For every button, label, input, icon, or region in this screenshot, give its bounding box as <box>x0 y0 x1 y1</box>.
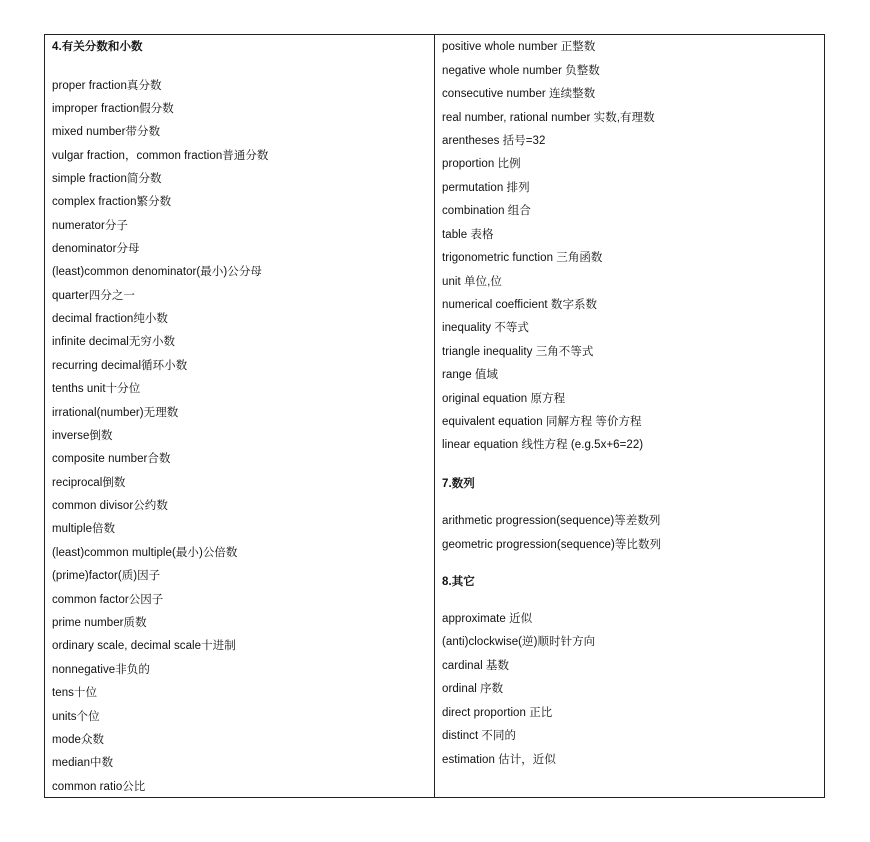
term-item: vulgar fraction，common fraction普通分数 <box>52 150 269 162</box>
term-item: direct proportion 正比 <box>442 707 553 719</box>
term-item: original equation 原方程 <box>442 393 566 405</box>
term-item: cardinal 基数 <box>442 660 510 672</box>
term-item: quarter四分之一 <box>52 290 135 302</box>
term-item: numerator分子 <box>52 220 128 232</box>
term-item: arithmetic progression(sequence)等差数列 <box>442 515 661 527</box>
section-heading-4: 4.有关分数和小数 <box>52 41 143 53</box>
term-item: proportion 比例 <box>442 158 521 170</box>
term-item: reciprocal倒数 <box>52 477 126 489</box>
term-item: units个位 <box>52 711 100 723</box>
term-item: nonnegative非负的 <box>52 664 150 676</box>
term-item: mixed number带分数 <box>52 126 161 138</box>
right-column <box>435 35 824 797</box>
term-item: (anti)clockwise(逆)顺时针方向 <box>442 636 596 648</box>
term-item: tens十位 <box>52 687 98 699</box>
term-item: recurring decimal循环小数 <box>52 360 188 372</box>
term-item: inequality 不等式 <box>442 322 529 334</box>
term-item: permutation 排列 <box>442 182 530 194</box>
term-item: multiple倍数 <box>52 523 116 535</box>
term-item: numerical coefficient 数字系数 <box>442 299 598 311</box>
term-item: common factor公因子 <box>52 594 164 606</box>
term-item: negative whole number 负整数 <box>442 65 600 77</box>
term-item: (least)common multiple(最小)公倍数 <box>52 547 238 559</box>
vocabulary-table <box>44 34 825 798</box>
term-item: triangle inequality 三角不等式 <box>442 346 594 358</box>
term-item: ordinary scale, decimal scale十进制 <box>52 640 236 652</box>
term-item: common divisor公约数 <box>52 500 168 512</box>
left-column <box>45 35 435 797</box>
term-item: mode众数 <box>52 734 105 746</box>
term-item: linear equation 线性方程 (e.g.5x+6=22) <box>442 439 644 451</box>
term-item: improper fraction假分数 <box>52 103 174 115</box>
term-item: estimation 估计，近似 <box>442 754 556 766</box>
term-item: denominator分母 <box>52 243 140 255</box>
term-item: inverse倒数 <box>52 430 113 442</box>
term-item: irrational(number)无理数 <box>52 407 179 419</box>
term-item: complex fraction繁分数 <box>52 196 172 208</box>
term-item: trigonometric function 三角函数 <box>442 252 603 264</box>
term-item: prime number质数 <box>52 617 147 629</box>
term-item: equivalent equation 同解方程 等价方程 <box>442 416 642 428</box>
term-item: geometric progression(sequence)等比数列 <box>442 539 662 551</box>
term-item: consecutive number 连续整数 <box>442 88 596 100</box>
term-item: table 表格 <box>442 229 494 241</box>
term-item: tenths unit十分位 <box>52 383 141 395</box>
term-item: composite number合数 <box>52 453 171 465</box>
term-item: common ratio公比 <box>52 781 146 793</box>
term-item: arentheses 括号=32 <box>442 135 546 147</box>
section-heading-8: 8.其它 <box>442 576 475 588</box>
term-item: range 值域 <box>442 369 499 381</box>
term-item: median中数 <box>52 757 114 769</box>
term-item: combination 组合 <box>442 205 531 217</box>
term-item: (prime)factor(质)因子 <box>52 570 161 582</box>
term-item: real number, rational number 实数,有理数 <box>442 112 655 124</box>
term-item: ordinal 序数 <box>442 683 504 695</box>
term-item: infinite decimal无穷小数 <box>52 336 176 348</box>
term-item: unit 单位,位 <box>442 276 502 288</box>
term-item: approximate 近似 <box>442 613 533 625</box>
term-item: positive whole number 正整数 <box>442 41 596 53</box>
term-item: distinct 不同的 <box>442 730 517 742</box>
term-item: simple fraction简分数 <box>52 173 162 185</box>
section-heading-7: 7.数列 <box>442 478 475 490</box>
term-item: proper fraction真分数 <box>52 80 162 92</box>
term-item: (least)common denominator(最小)公分母 <box>52 266 262 278</box>
term-item: decimal fraction纯小数 <box>52 313 168 325</box>
